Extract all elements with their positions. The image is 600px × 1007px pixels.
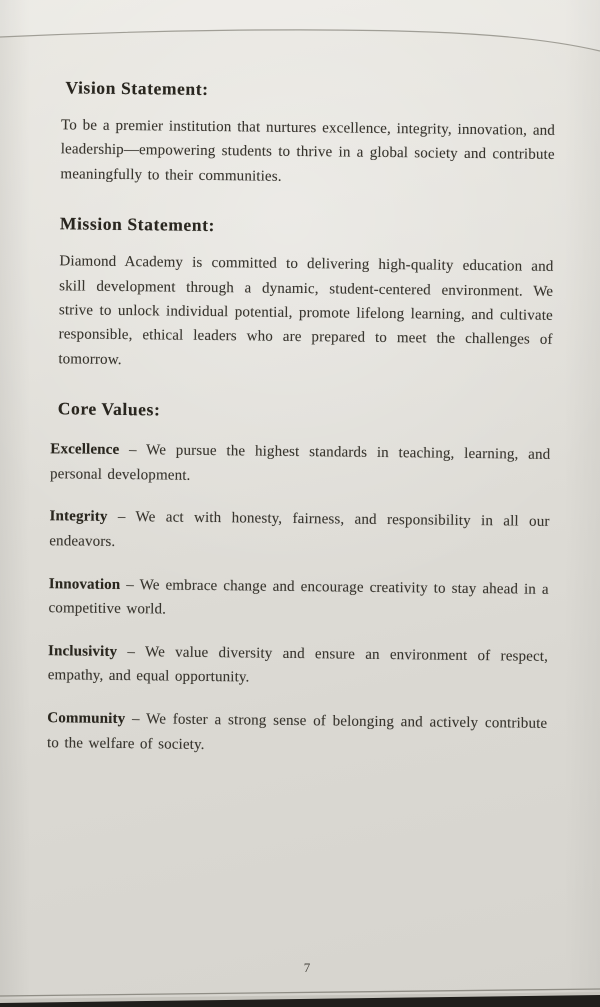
mission-heading: Mission Statement: xyxy=(59,213,216,236)
value-item-innovation xyxy=(48,572,549,627)
value-item-community xyxy=(47,706,548,761)
value-term: Innovation xyxy=(48,575,121,593)
mission-paragraph: Diamond Academy is committed to delivering high-quality education and skill development through a dynamic, student-centered environment. We strive to unlock individual potential, promote lifelong learning, and cultivate responsible, ethical leaders who are prepared to meet the challenges of tomorrow. xyxy=(58,253,554,368)
value-term: Inclusivity xyxy=(47,642,118,660)
value-item-excellence xyxy=(50,437,551,492)
value-term: Excellence xyxy=(50,441,120,459)
value-text: – We pursue the highest standards in teaching, learning, and personal development. xyxy=(49,442,551,484)
core-values-list xyxy=(47,437,551,761)
value-item-inclusivity xyxy=(48,639,549,694)
value-item-integrity xyxy=(49,505,550,560)
value-text: – We foster a strong sense of belonging and actively contribute to the welfare of society. xyxy=(46,711,548,753)
value-text: – We act with honesty, fairness, and responsibility in all our endeavors. xyxy=(49,509,550,550)
page-number: 7 xyxy=(303,960,311,975)
vision-heading: Vision Statement: xyxy=(65,77,209,99)
bottom-page-edge xyxy=(0,983,600,1007)
value-text: – We embrace change and encourage creativity to stay ahead in a competitive world. xyxy=(48,576,549,618)
vision-paragraph: To be a premier institution that nurtures excellence, integrity, innovation, and leadership—empowering students to thrive in a global society and contribute meaningfully to their communities. xyxy=(60,117,556,185)
value-term: Integrity xyxy=(49,508,108,526)
value-term: Community xyxy=(47,710,126,728)
core-values-heading: Core Values: xyxy=(57,398,161,420)
value-text: – We value diversity and ensure an environment of respect, empathy, and equal opportunity. xyxy=(47,643,549,686)
